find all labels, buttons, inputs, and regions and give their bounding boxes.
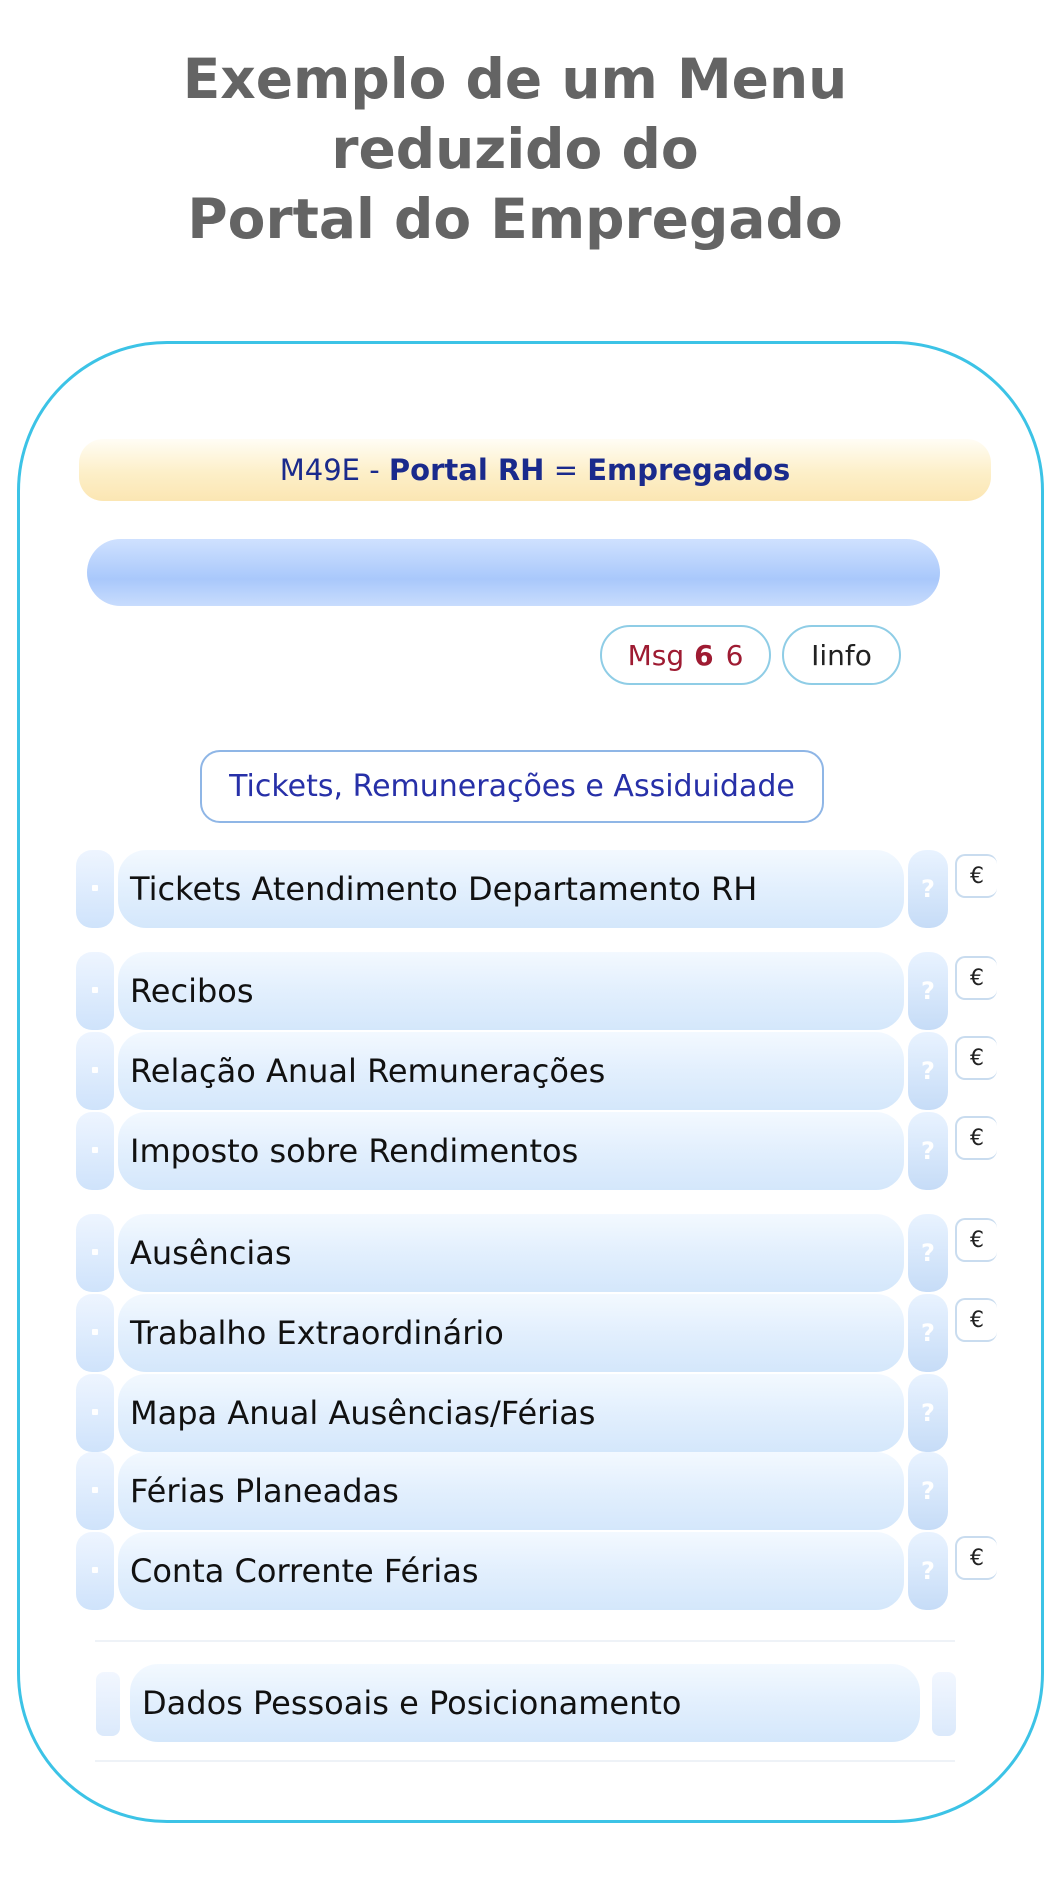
page-title — [0, 44, 1030, 254]
row-end-cap — [932, 1672, 956, 1736]
menu-row[interactable] — [0, 1532, 1060, 1610]
help-icon[interactable]: ? — [908, 1294, 948, 1372]
menu-item-tickets[interactable]: Tickets Atendimento Departamento RH — [118, 850, 904, 928]
title-line-2: reduzido do — [331, 117, 699, 181]
section-title[interactable]: Tickets, Remunerações e Assiduidade — [200, 750, 824, 823]
help-icon[interactable]: ? — [908, 850, 948, 928]
messages-count-bold: 6 — [694, 638, 714, 672]
menu-row[interactable] — [0, 1374, 1060, 1452]
side-tab-icon[interactable]: € — [955, 1116, 997, 1160]
menu-row[interactable] — [0, 952, 1060, 1030]
info-button[interactable] — [782, 625, 901, 685]
row-bullet — [76, 1032, 114, 1110]
row-bullet — [76, 1374, 114, 1452]
menu-item-dados-pessoais[interactable]: Dados Pessoais e Posicionamento — [130, 1664, 920, 1742]
menu-item-ferias-planeadas[interactable]: Férias Planeadas — [118, 1452, 904, 1530]
messages-label: Msg — [627, 638, 685, 672]
blank-banner — [87, 539, 940, 606]
menu-row[interactable] — [0, 1032, 1060, 1110]
title-line-3: Portal do Empregado — [187, 187, 843, 251]
menu-row[interactable] — [0, 1294, 1060, 1372]
menu-item-mapa-anual[interactable]: Mapa Anual Ausências/Férias — [118, 1374, 904, 1452]
menu-row[interactable] — [0, 1112, 1060, 1190]
help-icon[interactable]: ? — [908, 1112, 948, 1190]
row-bullet — [76, 1214, 114, 1292]
row-bullet — [76, 1112, 114, 1190]
help-icon[interactable]: ? — [908, 1532, 948, 1610]
portal-audience: Empregados — [587, 453, 791, 487]
help-icon[interactable]: ? — [908, 1452, 948, 1530]
side-tab-icon[interactable]: € — [955, 1536, 997, 1580]
help-icon[interactable]: ? — [908, 1374, 948, 1452]
row-bullet — [76, 1294, 114, 1372]
menu-row[interactable] — [0, 1214, 1060, 1292]
divider — [95, 1640, 955, 1642]
help-icon[interactable]: ? — [908, 1214, 948, 1292]
row-bullet — [76, 1532, 114, 1610]
menu-item-imposto[interactable]: Imposto sobre Rendimentos — [118, 1112, 904, 1190]
portal-code: M49E — [279, 453, 360, 487]
menu-row[interactable] — [0, 1452, 1060, 1530]
side-tab-icon[interactable]: € — [955, 854, 997, 898]
menu-item-trabalho-extra[interactable]: Trabalho Extraordinário — [118, 1294, 904, 1372]
portal-name: Portal RH — [388, 453, 545, 487]
side-tab-icon[interactable]: € — [955, 1298, 997, 1342]
menu-item-relacao-anual[interactable]: Relação Anual Remunerações — [118, 1032, 904, 1110]
info-label: Iinfo — [811, 638, 872, 672]
menu-item-ausencias[interactable]: Ausências — [118, 1214, 904, 1292]
menu-row[interactable] — [0, 850, 1060, 928]
title-line-1: Exemplo de um Menu — [182, 47, 848, 111]
row-bullet — [96, 1672, 120, 1736]
header-separator-2: = — [553, 453, 578, 487]
portal-header — [79, 439, 991, 501]
header-separator: - — [369, 453, 380, 487]
side-tab-icon[interactable]: € — [955, 1218, 997, 1262]
side-tab-icon[interactable]: € — [955, 1036, 997, 1080]
divider — [95, 1760, 955, 1762]
messages-count: 6 — [725, 638, 744, 672]
row-bullet — [76, 850, 114, 928]
side-tab-icon[interactable]: € — [955, 956, 997, 1000]
row-bullet — [76, 952, 114, 1030]
help-icon[interactable]: ? — [908, 952, 948, 1030]
help-icon[interactable]: ? — [908, 1032, 948, 1110]
row-bullet — [76, 1452, 114, 1530]
menu-item-recibos[interactable]: Recibos — [118, 952, 904, 1030]
messages-button[interactable] — [600, 625, 771, 685]
menu-item-conta-corrente[interactable]: Conta Corrente Férias — [118, 1532, 904, 1610]
